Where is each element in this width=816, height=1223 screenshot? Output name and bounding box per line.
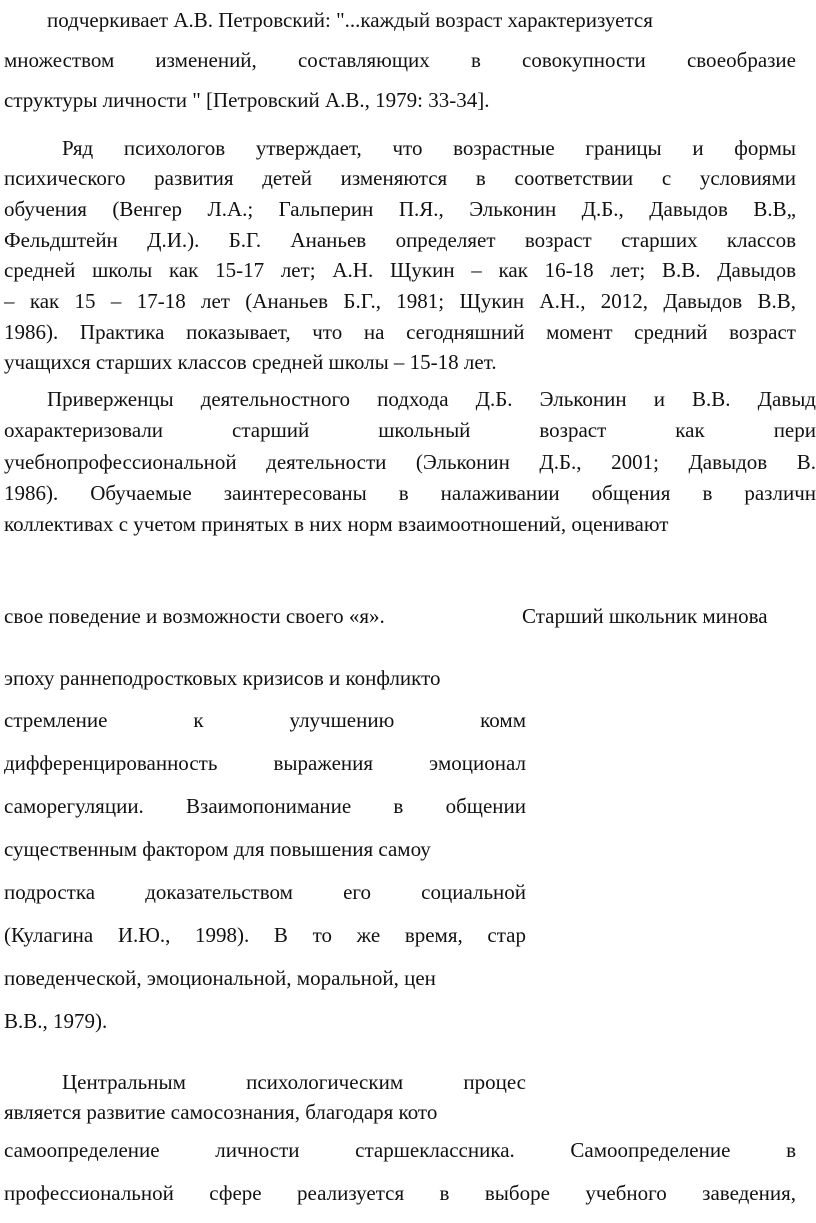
text-line-10: 1986). Практика показывает, что на сегодняшний момент средний возраст bbox=[4, 320, 796, 344]
text-line-28: Центральным психологическим процес bbox=[62, 1070, 526, 1094]
text-line-5: психического развития детей изменяются в соответствии с условиями bbox=[4, 166, 796, 190]
text-line-19: эпоху раннеподростковых кризисов и конфликто bbox=[4, 666, 441, 690]
text-line-23: существенным фактором для повышения самоу bbox=[4, 837, 431, 861]
text-line-24: подростка доказательством его социальной bbox=[4, 880, 526, 904]
text-line-27: В.В., 1979). bbox=[4, 1009, 108, 1033]
text-line-8: средней школы как 15-17 лет; А.Н. Щукин – как 16-18 лет; В.В. Давыдов bbox=[4, 258, 796, 282]
text-line-14: учебнопрофессиональной деятельности (Эльконин Д.Б., 2001; Давыдов В. bbox=[4, 450, 816, 474]
text-line-31: профессиональной сфере реализуется в выборе учебного заведения, bbox=[4, 1181, 796, 1205]
text-line-2: множеством изменений, составляющих в совокупности своеобразие bbox=[4, 48, 796, 72]
text-line-15: 1986). Обучаемые заинтересованы в налаживании общения в различн bbox=[4, 481, 816, 505]
text-line-13: охарактеризовали старший школьный возраст как пери bbox=[4, 418, 816, 442]
text-line-9: – как 15 – 17-18 лет (Ананьев Б.Г., 1981; Щукин А.Н., 2012, Давыдов В.В, bbox=[4, 289, 796, 313]
text-line-18: Старший школьник минова bbox=[522, 604, 768, 628]
text-line-26: поведенческой, эмоциональной, моральной, цен bbox=[4, 966, 436, 990]
text-line-21: дифференцированность выражения эмоционал bbox=[4, 751, 526, 775]
text-line-11: учащихся старших классов средней школы – 15-18 лет. bbox=[4, 350, 497, 374]
text-line-20: стремление к улучшению комм bbox=[4, 708, 526, 732]
text-line-16: коллективах с учетом принятых в них норм взаимоотношений, оценивают bbox=[4, 512, 669, 536]
text-line-4: Ряд психологов утверждает, что возрастные границы и формы bbox=[62, 136, 796, 160]
text-line-25: (Кулагина И.Ю., 1998). В то же время, стар bbox=[4, 923, 526, 947]
text-line-30: самоопределение личности старшеклассника. Самоопределение в bbox=[4, 1138, 796, 1162]
text-line-17: свое поведение и возможности своего «я». bbox=[4, 604, 385, 628]
text-line-1: подчеркивает А.В. Петровский: "...каждый возраст характеризуется bbox=[47, 8, 653, 32]
text-line-29: является развитие самосознания, благодаря кото bbox=[4, 1100, 438, 1124]
text-line-22: саморегуляции. Взаимопонимание в общении bbox=[4, 794, 526, 818]
text-line-6: обучения (Венгер Л.А.; Гальперин П.Я., Эльконин Д.Б., Давыдов В.В„ bbox=[4, 197, 796, 221]
text-line-3: структуры личности " [Петровский А.В., 1979: 33-34]. bbox=[4, 88, 490, 112]
text-line-12: Приверженцы деятельностного подхода Д.Б. Эльконин и В.В. Давыд bbox=[47, 387, 816, 411]
text-line-7: Фельдштейн Д.И.). Б.Г. Ананьев определяет возраст старших классов bbox=[4, 228, 796, 252]
